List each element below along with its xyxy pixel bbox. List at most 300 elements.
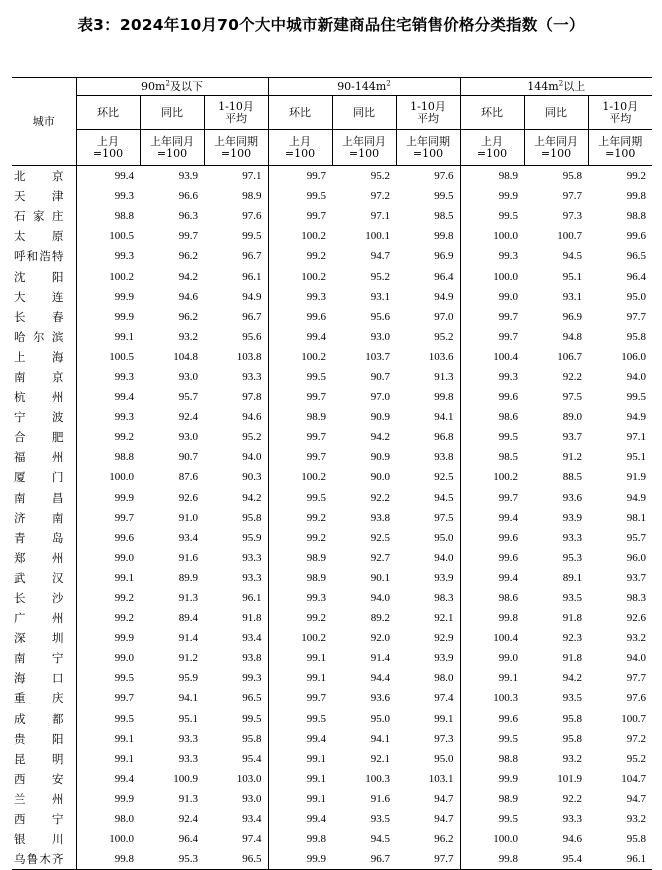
index-value: 100.9 xyxy=(173,772,198,785)
index-value: 99.5 xyxy=(460,427,524,447)
table-row xyxy=(12,548,652,568)
table-row xyxy=(12,608,652,628)
index-value: 100.4 xyxy=(460,347,524,367)
city-name: 长沙 xyxy=(14,591,64,606)
index-value: 99.3 xyxy=(76,186,140,206)
index-value: 99.4 xyxy=(76,769,140,789)
index-value: 91.8 xyxy=(562,652,582,665)
index-value: 99.2 xyxy=(626,170,646,183)
index-value: 91.8 xyxy=(562,612,582,625)
index-value: 99.6 xyxy=(460,548,524,568)
base-header: 上年同期 =100 xyxy=(588,130,652,166)
index-value: 96.5 xyxy=(626,250,646,263)
index-value: 95.1 xyxy=(178,712,198,725)
table-row xyxy=(12,789,652,809)
index-value: 92.1 xyxy=(434,612,454,625)
index-value: 92.5 xyxy=(370,531,390,544)
index-value: 99.6 xyxy=(626,230,646,243)
sub-header: 同比 xyxy=(140,96,204,130)
index-value: 96.2 xyxy=(178,250,198,263)
index-value: 92.2 xyxy=(370,491,390,504)
index-value: 94.2 xyxy=(242,491,262,504)
index-value: 99.3 xyxy=(268,588,332,608)
index-value: 99.5 xyxy=(626,391,646,404)
index-value: 93.6 xyxy=(562,491,582,504)
index-value: 87.6 xyxy=(178,471,198,484)
index-value: 100.0 xyxy=(460,226,524,246)
index-value: 95.8 xyxy=(562,732,582,745)
index-value: 98.9 xyxy=(460,789,524,809)
index-value: 98.0 xyxy=(434,672,454,685)
index-value: 93.5 xyxy=(562,692,582,705)
index-value: 99.7 xyxy=(460,327,524,347)
city-name: 合肥 xyxy=(14,430,64,445)
city-name: 西宁 xyxy=(14,812,64,827)
index-value: 94.7 xyxy=(626,792,646,805)
index-value: 90.3 xyxy=(242,471,262,484)
city-name: 天津 xyxy=(14,189,64,204)
sub-header: 环比 xyxy=(76,96,140,130)
index-value: 99.1 xyxy=(268,648,332,668)
city-name: 南昌 xyxy=(14,490,64,505)
table-row xyxy=(12,568,652,588)
index-value: 97.7 xyxy=(562,190,582,203)
index-value: 91.9 xyxy=(626,471,646,484)
base-header: 上年同期 =100 xyxy=(204,130,268,166)
index-value: 106.7 xyxy=(557,350,582,363)
index-value: 92.6 xyxy=(626,612,646,625)
index-value: 99.9 xyxy=(460,769,524,789)
index-value: 99.4 xyxy=(460,568,524,588)
sub-header: 1-10月 平均 xyxy=(396,96,460,130)
index-value: 96.7 xyxy=(242,310,262,323)
city-name: 重庆 xyxy=(14,691,64,706)
index-value: 100.0 xyxy=(460,829,524,849)
index-value: 94.9 xyxy=(242,290,262,303)
table-row xyxy=(12,427,652,447)
index-value: 99.7 xyxy=(268,688,332,708)
index-value: 100.0 xyxy=(76,829,140,849)
index-value: 95.7 xyxy=(178,391,198,404)
index-value: 95.8 xyxy=(626,330,646,343)
city-name: 成都 xyxy=(14,711,64,726)
index-value: 95.2 xyxy=(242,431,262,444)
index-value: 97.4 xyxy=(242,833,262,846)
index-value: 103.1 xyxy=(428,772,454,785)
index-value: 92.0 xyxy=(370,632,390,645)
index-value: 99.8 xyxy=(76,849,140,870)
index-value: 92.9 xyxy=(434,632,454,645)
city-name: 上海 xyxy=(14,349,64,364)
index-value: 96.1 xyxy=(242,270,262,283)
index-value: 93.1 xyxy=(562,290,582,303)
index-value: 95.7 xyxy=(626,531,646,544)
index-value: 98.5 xyxy=(434,210,454,223)
index-value: 96.2 xyxy=(434,833,454,846)
table-row xyxy=(12,407,652,427)
index-value: 100.7 xyxy=(621,712,646,725)
index-value: 93.2 xyxy=(626,632,646,645)
index-value: 94.6 xyxy=(178,290,198,303)
index-value: 99.8 xyxy=(434,230,454,243)
index-value: 97.0 xyxy=(370,391,390,404)
index-value: 91.6 xyxy=(178,551,198,564)
index-value: 99.7 xyxy=(178,230,198,243)
index-value: 95.2 xyxy=(370,170,390,183)
base-header: 上月 =100 xyxy=(460,130,524,166)
index-value: 95.4 xyxy=(524,849,588,870)
index-value: 93.7 xyxy=(626,571,646,584)
index-value: 96.7 xyxy=(332,849,396,870)
index-value: 99.5 xyxy=(434,190,454,203)
city-column-header: 城市 xyxy=(12,78,76,166)
index-value: 103.8 xyxy=(236,350,262,363)
index-value: 97.3 xyxy=(434,732,454,745)
index-value: 93.8 xyxy=(370,511,390,524)
index-value: 98.3 xyxy=(626,592,646,605)
index-value: 98.8 xyxy=(76,206,140,226)
city-name: 昆明 xyxy=(14,751,64,766)
index-value: 94.0 xyxy=(626,370,646,383)
index-value: 90.9 xyxy=(370,451,390,464)
index-value: 99.1 xyxy=(460,668,524,688)
index-value: 99.5 xyxy=(460,809,524,829)
index-value: 97.1 xyxy=(626,431,646,444)
index-value: 98.6 xyxy=(460,588,524,608)
sub-header: 同比 xyxy=(524,96,588,130)
index-value: 93.6 xyxy=(370,692,390,705)
index-value: 93.0 xyxy=(242,792,262,805)
index-value: 94.7 xyxy=(434,792,454,805)
index-value: 99.5 xyxy=(268,709,332,729)
city-name: 石家庄 xyxy=(14,209,64,224)
index-value: 89.2 xyxy=(370,612,390,625)
index-value: 99.8 xyxy=(460,849,524,870)
index-value: 99.7 xyxy=(268,166,332,187)
index-value: 99.6 xyxy=(76,528,140,548)
index-value: 99.7 xyxy=(76,508,140,528)
index-value: 98.9 xyxy=(268,407,332,427)
index-value: 95.2 xyxy=(434,330,454,343)
city-name: 乌鲁木齐 xyxy=(12,849,76,870)
index-value: 95.0 xyxy=(434,752,454,765)
index-value: 99.5 xyxy=(460,729,524,749)
table-row xyxy=(12,729,652,749)
index-value: 98.8 xyxy=(76,447,140,467)
index-value: 97.0 xyxy=(434,310,454,323)
index-value: 100.2 xyxy=(460,467,524,487)
index-value: 99.9 xyxy=(460,186,524,206)
index-value: 99.4 xyxy=(76,387,140,407)
index-value: 100.0 xyxy=(76,467,140,487)
index-value: 94.7 xyxy=(370,250,390,263)
index-value: 100.2 xyxy=(268,266,332,286)
index-value: 94.1 xyxy=(178,692,198,705)
index-value: 103.0 xyxy=(236,772,262,785)
index-value: 94.5 xyxy=(434,491,454,504)
index-value: 90.7 xyxy=(370,370,390,383)
city-name: 西安 xyxy=(14,771,64,786)
index-value: 92.2 xyxy=(562,370,582,383)
city-name: 兰州 xyxy=(14,791,64,806)
index-value: 89.0 xyxy=(562,411,582,424)
base-header: 上月 =100 xyxy=(76,130,140,166)
table-row xyxy=(12,628,652,648)
index-value: 92.4 xyxy=(178,813,198,826)
index-value: 91.6 xyxy=(370,792,390,805)
index-value: 93.8 xyxy=(434,451,454,464)
index-value: 96.4 xyxy=(178,833,198,846)
index-value: 99.7 xyxy=(460,488,524,508)
index-value: 92.2 xyxy=(562,792,582,805)
table-row xyxy=(12,266,652,286)
index-value: 96.6 xyxy=(178,190,198,203)
index-value: 98.9 xyxy=(268,568,332,588)
index-value: 93.1 xyxy=(370,290,390,303)
index-value: 93.2 xyxy=(562,752,582,765)
index-value: 92.3 xyxy=(562,632,582,645)
index-value: 99.7 xyxy=(460,307,524,327)
index-value: 93.4 xyxy=(242,632,262,645)
table-row xyxy=(12,307,652,327)
index-value: 99.0 xyxy=(460,287,524,307)
index-value: 94.0 xyxy=(626,652,646,665)
index-value: 99.9 xyxy=(268,849,332,870)
index-value: 94.1 xyxy=(434,411,454,424)
index-value: 99.1 xyxy=(76,749,140,769)
index-value: 94.2 xyxy=(562,672,582,685)
sub-header: 1-10月 平均 xyxy=(204,96,268,130)
index-value: 97.3 xyxy=(562,210,582,223)
index-value: 95.4 xyxy=(242,752,262,765)
index-value: 95.8 xyxy=(562,170,582,183)
index-value: 94.9 xyxy=(434,290,454,303)
index-value: 96.4 xyxy=(434,270,454,283)
index-value: 99.2 xyxy=(268,246,332,266)
table-row xyxy=(12,347,652,367)
index-value: 93.3 xyxy=(178,732,198,745)
table-row xyxy=(12,226,652,246)
index-value: 99.5 xyxy=(242,230,262,243)
index-value: 95.8 xyxy=(242,511,262,524)
group-header: $144m^2$以上 xyxy=(460,78,652,96)
index-value: 98.6 xyxy=(460,407,524,427)
index-value: 100.3 xyxy=(365,772,390,785)
index-value: 94.5 xyxy=(562,250,582,263)
sub-header: 环比 xyxy=(460,96,524,130)
index-value: 95.9 xyxy=(178,672,198,685)
index-value: 100.4 xyxy=(460,628,524,648)
city-name: 贵阳 xyxy=(14,731,64,746)
index-value: 99.9 xyxy=(76,307,140,327)
index-value: 99.5 xyxy=(460,206,524,226)
index-value: 97.2 xyxy=(626,732,646,745)
index-value: 99.0 xyxy=(76,648,140,668)
index-value: 95.1 xyxy=(562,270,582,283)
table-row xyxy=(12,246,652,266)
index-value: 95.0 xyxy=(434,531,454,544)
index-value: 99.6 xyxy=(460,528,524,548)
city-name: 北京 xyxy=(14,169,64,184)
index-value: 91.3 xyxy=(178,792,198,805)
index-value: 92.1 xyxy=(370,752,390,765)
index-value: 97.7 xyxy=(626,672,646,685)
index-value: 96.8 xyxy=(434,431,454,444)
index-value: 95.3 xyxy=(140,849,204,870)
table-row xyxy=(12,186,652,206)
index-value: 95.3 xyxy=(562,551,582,564)
base-header: 上年同月 =100 xyxy=(140,130,204,166)
index-value: 99.9 xyxy=(76,789,140,809)
index-value: 94.9 xyxy=(626,491,646,504)
index-value: 99.2 xyxy=(268,608,332,628)
index-value: 99.5 xyxy=(268,186,332,206)
index-value: 94.0 xyxy=(242,451,262,464)
index-value: 99.6 xyxy=(268,307,332,327)
index-value: 106.0 xyxy=(621,350,646,363)
index-value: 96.9 xyxy=(562,310,582,323)
index-value: 91.3 xyxy=(178,592,198,605)
index-value: 97.7 xyxy=(626,310,646,323)
index-value: 94.6 xyxy=(562,833,582,846)
index-value: 95.9 xyxy=(242,531,262,544)
index-value: 92.4 xyxy=(178,411,198,424)
index-value: 96.9 xyxy=(434,250,454,263)
index-value: 98.9 xyxy=(268,548,332,568)
index-value: 97.5 xyxy=(562,391,582,404)
index-value: 96.1 xyxy=(588,849,652,870)
index-value: 94.5 xyxy=(370,833,390,846)
city-name: 厦门 xyxy=(14,470,64,485)
base-header: 上年同月 =100 xyxy=(524,130,588,166)
index-value: 100.2 xyxy=(268,226,332,246)
index-value: 99.7 xyxy=(268,206,332,226)
index-value: 99.4 xyxy=(460,508,524,528)
base-header: 上月 =100 xyxy=(268,130,332,166)
group-header: $90-144m^2$ xyxy=(268,78,460,96)
table-row xyxy=(12,287,652,307)
index-value: 99.2 xyxy=(268,508,332,528)
index-value: 100.2 xyxy=(268,628,332,648)
table-row xyxy=(12,467,652,487)
index-value: 97.1 xyxy=(370,210,390,223)
index-value: 93.3 xyxy=(242,370,262,383)
index-value: 103.6 xyxy=(428,350,454,363)
index-value: 97.5 xyxy=(434,511,454,524)
index-value: 94.0 xyxy=(434,551,454,564)
index-value: 98.1 xyxy=(626,511,646,524)
index-value: 93.9 xyxy=(434,652,454,665)
index-value: 92.6 xyxy=(178,491,198,504)
table-row xyxy=(12,447,652,467)
index-value: 88.5 xyxy=(562,471,582,484)
sub-header: 1-10月 平均 xyxy=(588,96,652,130)
index-value: 93.0 xyxy=(178,431,198,444)
index-value: 97.6 xyxy=(242,210,262,223)
index-value: 96.7 xyxy=(242,250,262,263)
index-value: 98.9 xyxy=(242,190,262,203)
index-value: 99.8 xyxy=(460,608,524,628)
city-name: 南宁 xyxy=(14,651,64,666)
index-value: 93.4 xyxy=(242,813,262,826)
index-value: 99.4 xyxy=(268,809,332,829)
index-value: 96.5 xyxy=(204,849,268,870)
city-name: 银川 xyxy=(14,832,64,847)
index-value: 99.4 xyxy=(76,166,140,187)
index-value: 99.1 xyxy=(434,712,454,725)
index-value: 96.1 xyxy=(242,592,262,605)
index-value: 91.2 xyxy=(562,451,582,464)
index-value: 96.5 xyxy=(242,692,262,705)
index-value: 94.4 xyxy=(370,672,390,685)
index-value: 100.5 xyxy=(76,347,140,367)
index-value: 93.5 xyxy=(562,592,582,605)
city-name: 宁波 xyxy=(14,410,64,425)
index-value: 99.3 xyxy=(460,367,524,387)
index-value: 93.3 xyxy=(562,813,582,826)
table-row xyxy=(12,588,652,608)
index-value: 104.7 xyxy=(621,772,646,785)
index-value: 98.8 xyxy=(460,749,524,769)
index-value: 95.8 xyxy=(562,712,582,725)
table-row xyxy=(12,206,652,226)
city-name: 福州 xyxy=(14,450,64,465)
index-value: 97.1 xyxy=(242,170,262,183)
index-value: 97.6 xyxy=(434,170,454,183)
index-value: 94.0 xyxy=(370,592,390,605)
page-title: 表3：2024年10月70个大中城市新建商品住宅销售价格分类指数（一） xyxy=(77,16,585,34)
index-value: 96.4 xyxy=(626,270,646,283)
index-value: 99.3 xyxy=(460,246,524,266)
table-row xyxy=(12,508,652,528)
index-value: 100.7 xyxy=(557,230,582,243)
index-value: 99.9 xyxy=(76,628,140,648)
table-row xyxy=(12,387,652,407)
table-row xyxy=(12,809,652,829)
index-value: 100.3 xyxy=(460,688,524,708)
index-value: 104.8 xyxy=(173,350,198,363)
city-name: 青岛 xyxy=(14,530,64,545)
index-value: 94.1 xyxy=(370,732,390,745)
table-row xyxy=(12,488,652,508)
index-value: 94.7 xyxy=(434,813,454,826)
index-value: 99.3 xyxy=(76,407,140,427)
table-row xyxy=(12,528,652,548)
index-value: 92.7 xyxy=(370,551,390,564)
index-value: 99.6 xyxy=(460,709,524,729)
index-value: 93.0 xyxy=(370,330,390,343)
index-value: 98.5 xyxy=(460,447,524,467)
index-value: 99.5 xyxy=(268,488,332,508)
city-name: 郑州 xyxy=(14,550,64,565)
group-header: $90m^2$及以下 xyxy=(76,78,268,96)
index-value: 100.2 xyxy=(76,266,140,286)
index-value: 96.2 xyxy=(178,310,198,323)
index-value: 100.0 xyxy=(460,266,524,286)
index-value: 99.3 xyxy=(268,287,332,307)
base-header: 上年同月 =100 xyxy=(332,130,396,166)
city-name: 济南 xyxy=(14,510,64,525)
index-value: 98.8 xyxy=(626,210,646,223)
index-value: 99.9 xyxy=(76,287,140,307)
index-value: 99.1 xyxy=(76,327,140,347)
index-value: 93.9 xyxy=(178,170,198,183)
index-value: 91.3 xyxy=(434,370,454,383)
table-row xyxy=(12,688,652,708)
index-value: 99.4 xyxy=(268,729,332,749)
index-value: 94.9 xyxy=(626,411,646,424)
index-value: 93.4 xyxy=(178,531,198,544)
